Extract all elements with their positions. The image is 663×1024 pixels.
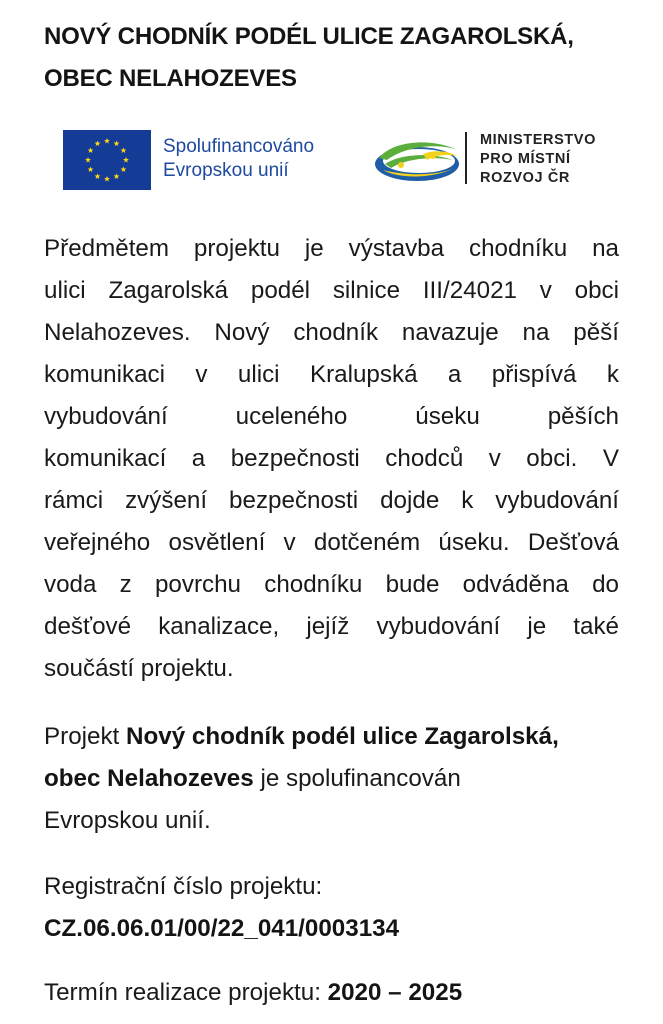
term-value: 2020 – 2025 — [327, 979, 463, 1006]
registration-number: CZ.06.06.01/00/22_041/0003134 — [44, 915, 400, 942]
mmr-label — [480, 131, 596, 188]
mmr-logo-icon — [373, 134, 461, 186]
project-term — [44, 972, 619, 1014]
registration-info — [44, 866, 619, 950]
mmr-text-line-1: MINISTERSTVO — [480, 132, 596, 148]
term-line — [44, 972, 619, 1014]
registration-number-line — [44, 908, 619, 950]
registration-label: Registrační číslo projektu: — [44, 873, 323, 900]
title-line-2: OBEC NELAHOZEVES — [44, 65, 297, 92]
description-line: Předmětem projektu je výstavba chodníku na — [44, 235, 619, 262]
description-line: vybudování uceleného úseku pěších — [44, 403, 619, 430]
cofinancing-prefix: Projekt — [44, 723, 126, 750]
description-line: součástí projektu. — [44, 655, 234, 682]
eu-cofinanced-label — [163, 135, 314, 183]
eu-text-line-1: Spolufinancováno — [163, 136, 315, 157]
logo-divider — [465, 132, 467, 184]
description-line: ulici Zagarolská podél silnice III/24021 v obci — [44, 277, 619, 304]
description-line: dešťové kanalizace, jejíž vybudování je také — [44, 613, 619, 640]
description-line: komunikaci v ulici Kralupská a přispívá k — [44, 361, 619, 388]
cofinancing-line-1 — [44, 716, 619, 758]
project-name-part-1: Nový chodník podél ulice Zagarolská, — [126, 723, 559, 750]
mmr-text-line-2: PRO MÍSTNÍ — [480, 151, 571, 167]
mmr-text-line-3: ROZVOJ ČR — [480, 170, 570, 186]
page-title — [44, 16, 634, 100]
term-label: Termín realizace projektu: — [44, 979, 328, 1006]
cofinancing-line-3: Evropskou unií. — [44, 807, 211, 834]
title-line-1: NOVÝ CHODNÍK PODÉL ULICE ZAGAROLSKÁ, — [44, 23, 574, 50]
project-description — [44, 228, 619, 690]
eu-flag-icon — [63, 130, 151, 190]
description-line: voda z povrchu chodníku bude odváděna do — [44, 571, 619, 598]
description-line: komunikací a bezpečnosti chodců v obci. V — [44, 445, 619, 472]
cofinancing-statement — [44, 716, 619, 842]
project-name-part-2: obec Nelahozeves — [44, 765, 254, 792]
cofinancing-suffix: je spolufinancován — [253, 765, 461, 792]
description-line: Nelahozeves. Nový chodník navazuje na pěší — [44, 319, 619, 346]
cofinancing-line-2 — [44, 758, 619, 800]
description-line: rámci zvýšení bezpečnosti dojde k vybudování — [44, 487, 619, 514]
description-line: veřejného osvětlení v dotčeném úseku. Dešťová — [44, 529, 619, 556]
eu-text-line-2: Evropskou unií — [163, 160, 289, 181]
